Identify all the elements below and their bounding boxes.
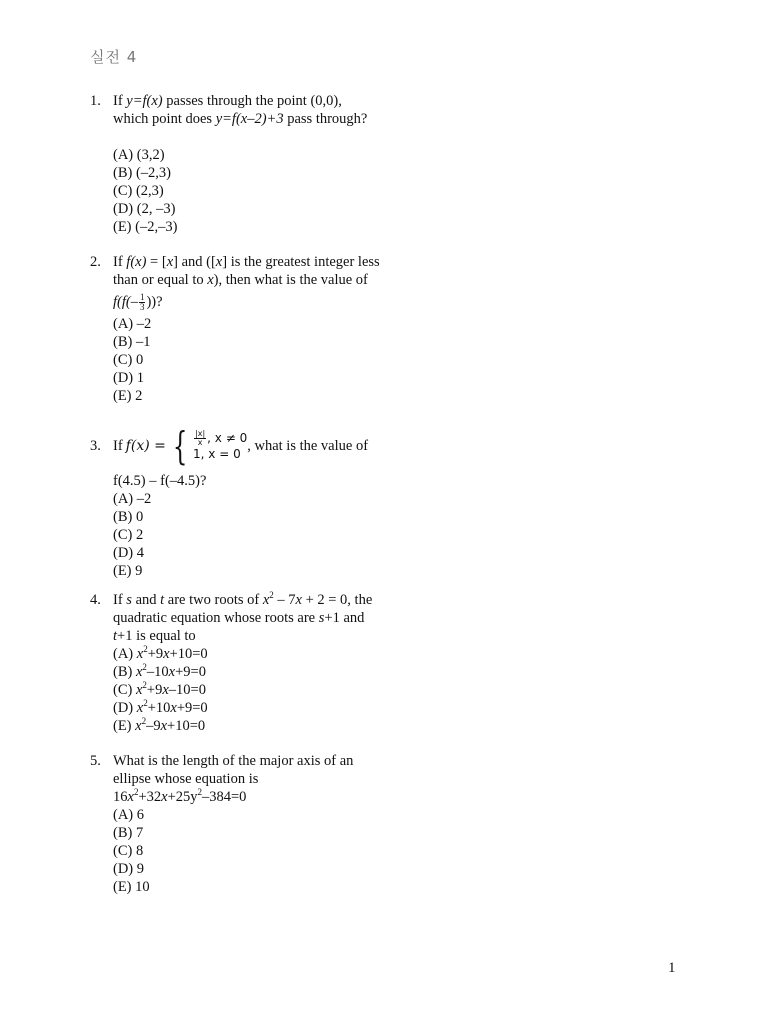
option-d: (D) 4 bbox=[113, 545, 145, 561]
option-a: (A) (3,2) bbox=[113, 147, 165, 163]
question-4 bbox=[90, 591, 410, 735]
answer-options bbox=[113, 146, 410, 236]
option-b: (B) $x^2-10x+9=0$ bbox=[113, 662, 206, 680]
page-number: 1 bbox=[668, 960, 676, 976]
option-a: (A) $x^2+9x+10=0$ bbox=[113, 644, 208, 662]
answer-options bbox=[113, 490, 430, 580]
piecewise-function: { $\frac{|x|}{x}$ , x ≠ 0 1, x = 0 bbox=[172, 424, 248, 468]
question-number: 2. bbox=[90, 254, 101, 270]
option-e: (E) (–2,–3) bbox=[113, 219, 178, 235]
question-text: If s and t are two roots of $x^2 - 7x + 2 = 0$, the quadratic equation whose roots are s+1 and t+1 is equal to bbox=[113, 590, 373, 644]
option-d: (D) (2, –3) bbox=[113, 201, 176, 217]
option-a: (A) 6 bbox=[113, 807, 145, 823]
question-text: What is the length of the major axis of an ellipse whose equation is $16x^2+32x+25y^2-384=0$ bbox=[113, 753, 354, 805]
option-c: (C) 8 bbox=[113, 843, 144, 859]
question-number: 1. bbox=[90, 93, 101, 109]
option-b: (B) 0 bbox=[113, 509, 144, 525]
question-text: If f(x) = { $\frac{|x|}{x}$ , x ≠ 0 1, x = 0 , what is the value of bbox=[113, 424, 369, 468]
option-b: (B) –1 bbox=[113, 334, 151, 350]
option-b: (B) 7 bbox=[113, 825, 144, 841]
question-number: 5. bbox=[90, 753, 101, 769]
question-2 bbox=[90, 253, 410, 405]
answer-options bbox=[113, 315, 410, 405]
answer-options bbox=[113, 645, 410, 735]
question-5 bbox=[90, 752, 410, 896]
option-e: (E) $x^2-9x+10=0$ bbox=[113, 716, 206, 734]
option-e: (E) 2 bbox=[113, 388, 143, 404]
question-text-continued: f(4.5) – f(–4.5)? bbox=[113, 473, 207, 489]
option-d: (D) $x^2+10x+9=0$ bbox=[113, 698, 208, 716]
option-c: (C) 0 bbox=[113, 352, 144, 368]
option-e: (E) 9 bbox=[113, 563, 143, 579]
option-a: (A) –2 bbox=[113, 491, 152, 507]
question-3 bbox=[90, 420, 430, 580]
question-number: 4. bbox=[90, 592, 101, 608]
question-text: If f(x) = [x] and ([x] is the greatest integer less than or equal to x), then what is the value of f(f(– $\frac{1}{3}$ ))? bbox=[113, 254, 380, 312]
option-a: (A) –2 bbox=[113, 316, 152, 332]
option-c: (C) 2 bbox=[113, 527, 144, 543]
page-header: 실전 4 bbox=[90, 48, 138, 66]
option-d: (D) 9 bbox=[113, 861, 145, 877]
option-c: (C) $x^2+9x-10=0$ bbox=[113, 680, 206, 698]
option-d: (D) 1 bbox=[113, 370, 145, 386]
question-text: If y=f(x) passes through the point (0,0), which point does y=f(x–2)+3 pass through? bbox=[113, 93, 368, 127]
option-c: (C) (2,3) bbox=[113, 183, 164, 199]
option-b: (B) (–2,3) bbox=[113, 165, 171, 181]
fraction: $\frac{1}{3}$ bbox=[139, 291, 145, 312]
answer-options bbox=[113, 806, 410, 896]
option-e: (E) 10 bbox=[113, 879, 150, 895]
question-number: 3. bbox=[90, 438, 101, 454]
question-1 bbox=[90, 92, 410, 236]
